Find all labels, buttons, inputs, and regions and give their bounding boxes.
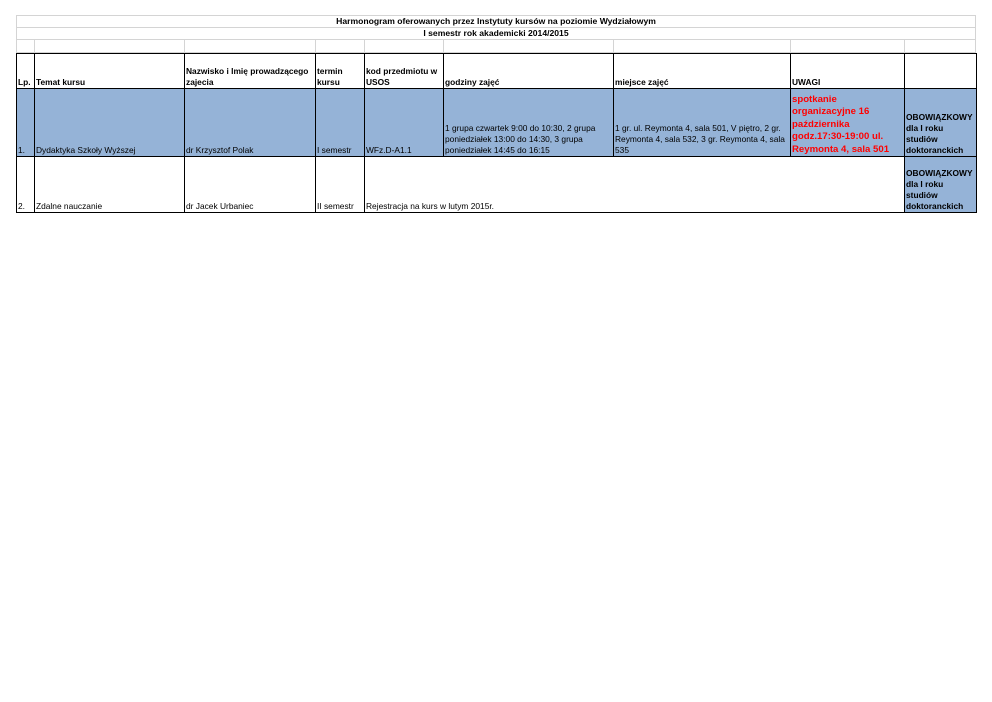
header-lp: Lp.: [17, 54, 35, 89]
header-termin: termin kursu: [316, 54, 365, 89]
cell-lp: 1.: [17, 89, 35, 157]
cell-godziny: 1 grupa czwartek 9:00 do 10:30, 2 grupa poniedziałek 13:00 do 14:30, 3 grupa poniedziałek 14:45 do 16:15: [444, 89, 614, 157]
cell-lp: 2.: [17, 157, 35, 213]
cell-temat: Zdalne nauczanie: [35, 157, 185, 213]
table-row: [17, 157, 977, 213]
cell-temat: Dydaktyka Szkoły Wyższej: [35, 89, 185, 157]
table-header: [17, 54, 977, 89]
cell-miejsce: 1 gr. ul. Reymonta 4, sala 501, V piętro, 2 gr. Reymonta 4, sala 532, 3 gr. Reymonta 4, sala 535: [614, 89, 791, 157]
cell-termin: II semestr: [316, 157, 365, 213]
header-kod: kod przedmiotu w USOS: [365, 54, 444, 89]
spacer-row: [16, 40, 976, 53]
header-prowadzacy: Nazwisko i Imię prowadzącego zajecia: [185, 54, 316, 89]
cell-prowadzacy: dr Jacek Urbaniec: [185, 157, 316, 213]
cell-typ: OBOWIĄZKOWY dla I roku studiów doktoranckich: [905, 89, 977, 157]
cell-uwagi: spotkanie organizacyjne 16 października godz.17:30-19:00 ul. Reymonta 4, sala 501: [791, 89, 905, 157]
table-row: [17, 89, 977, 157]
header-miejsce: miejsce zajęć: [614, 54, 791, 89]
cell-typ: OBOWIĄZKOWY dla I roku studiów doktoranckich: [905, 157, 977, 213]
document-title: Harmonogram oferowanych przez Instytuty kursów na poziomie Wydziałowym: [16, 15, 976, 28]
header-uwagi: UWAGI: [791, 54, 905, 89]
cell-termin: I semestr: [316, 89, 365, 157]
header-temat: Temat kursu: [35, 54, 185, 89]
cell-rejestracja: Rejestracja na kurs w lutym 2015r.: [365, 157, 905, 213]
header-typ: [905, 54, 977, 89]
cell-kod: WFz.D-A1.1: [365, 89, 444, 157]
course-table: [16, 53, 977, 213]
cell-prowadzacy: dr Krzysztof Polak: [185, 89, 316, 157]
header-godziny: godziny zajęć: [444, 54, 614, 89]
spreadsheet: [16, 15, 976, 213]
document-subtitle: I semestr rok akademicki 2014/2015: [16, 28, 976, 40]
